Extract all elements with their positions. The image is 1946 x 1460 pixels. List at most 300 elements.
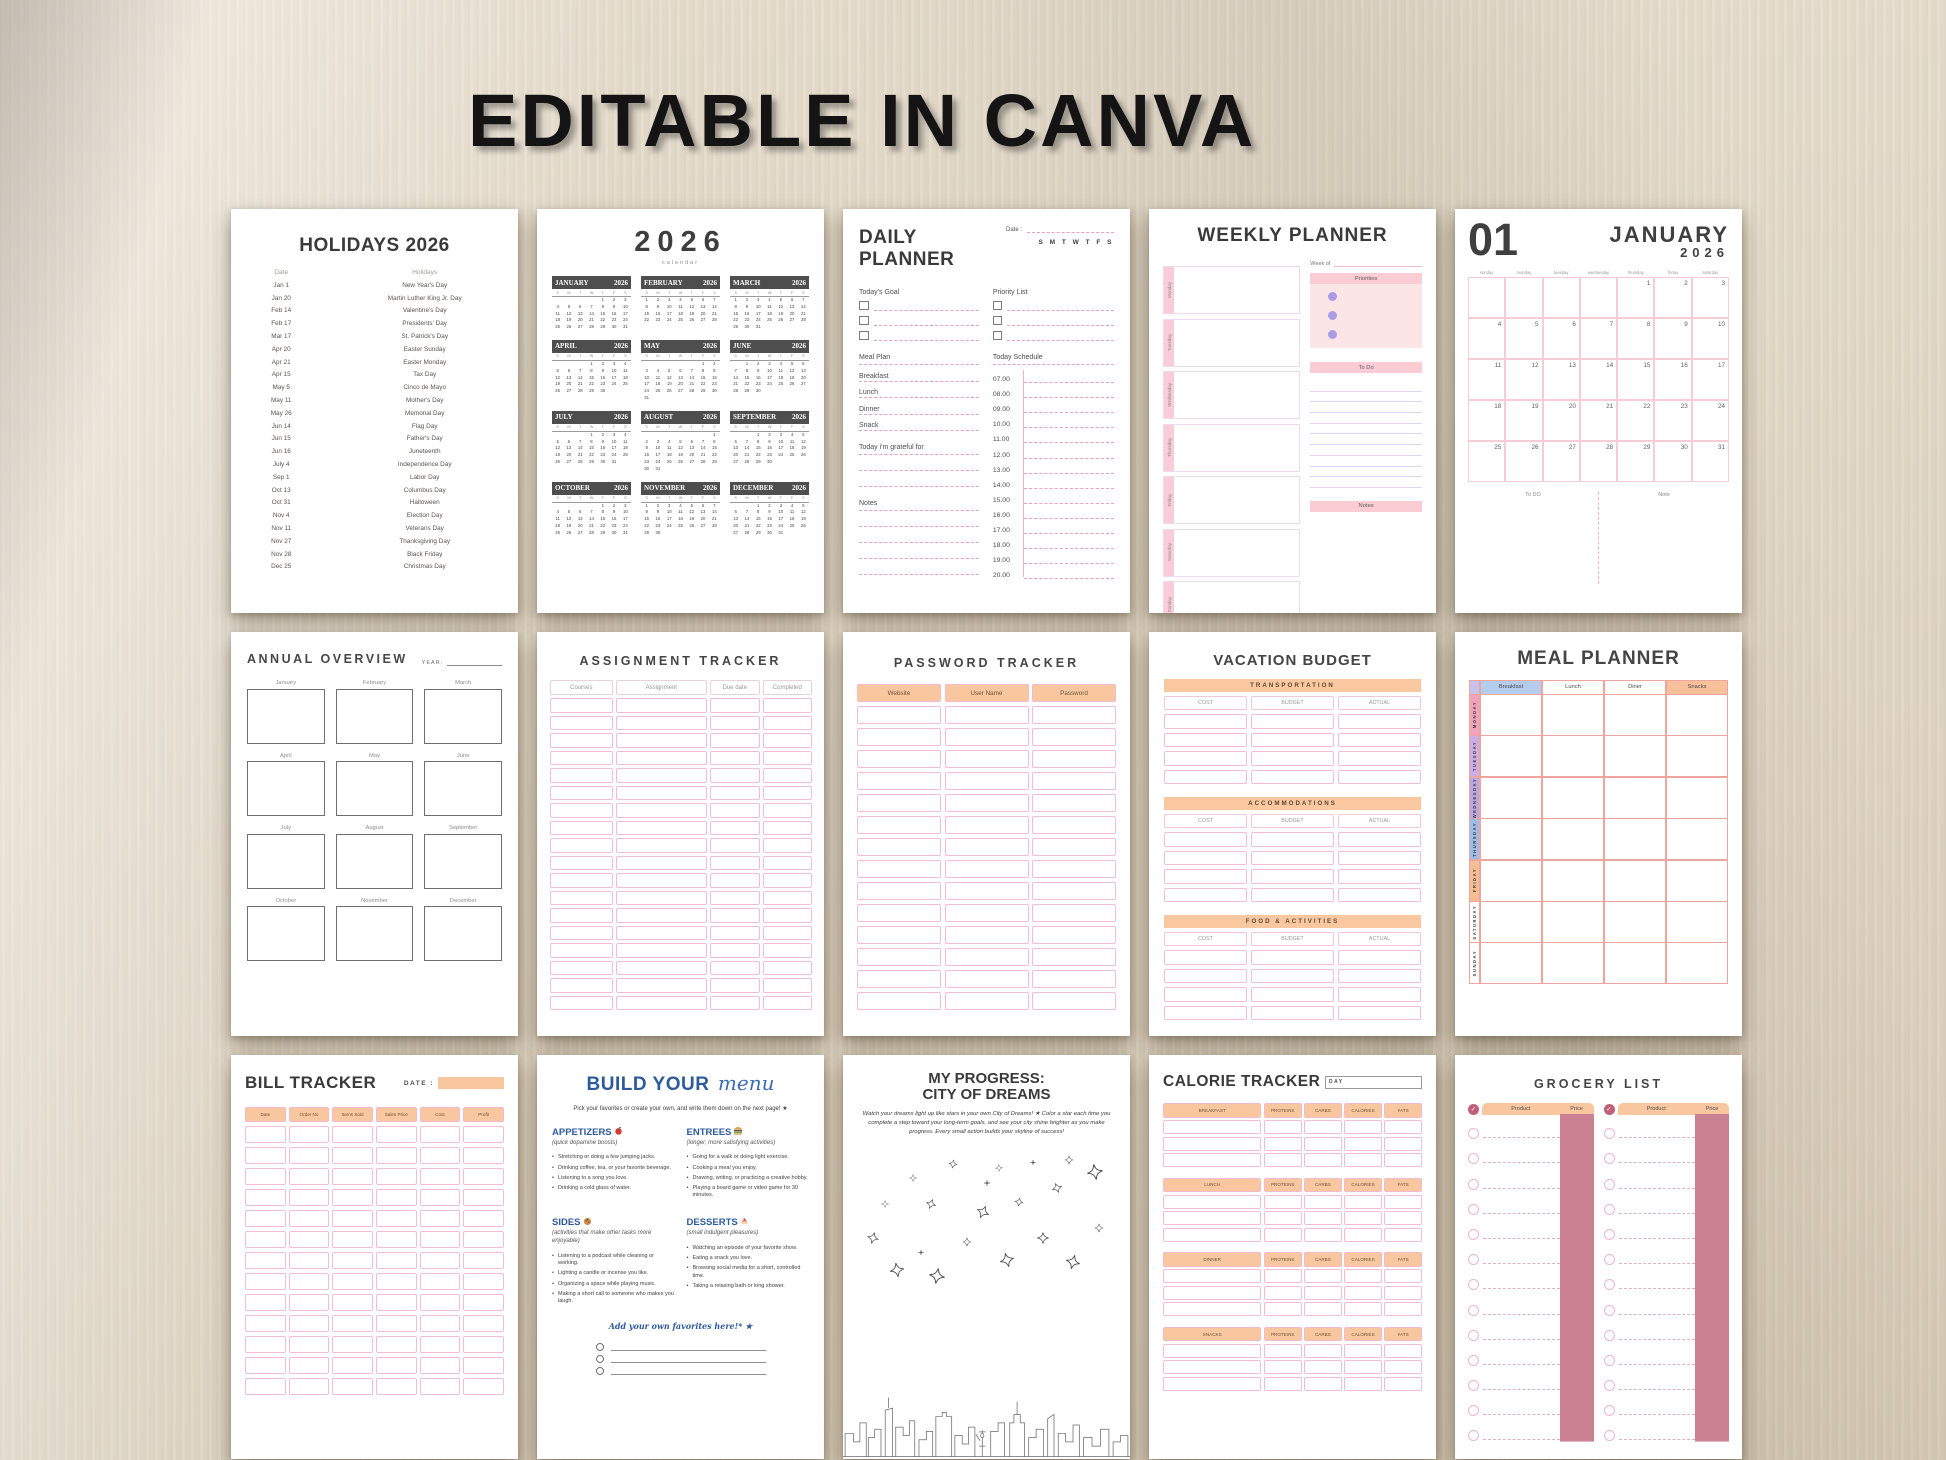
check-circle-icon: ✓	[1604, 1104, 1615, 1115]
item-checkbox	[1468, 1330, 1479, 1341]
table-cell	[1384, 1153, 1422, 1167]
annual-month	[247, 825, 325, 889]
date-number: 13	[800, 367, 806, 373]
date-number: 30	[600, 388, 606, 394]
date-number: 9	[656, 303, 660, 309]
grocery-row	[1468, 1191, 1594, 1216]
date-number: 15	[711, 445, 717, 451]
annual-month	[336, 898, 414, 962]
mini-month-year: 2026	[792, 484, 806, 493]
item-checkbox	[1604, 1305, 1615, 1316]
annual-month-label: October	[275, 897, 297, 904]
table-header-row	[245, 1107, 504, 1122]
table-row	[1164, 1006, 1421, 1021]
meal-planner-grid	[1469, 680, 1728, 984]
date-number: 7	[745, 438, 749, 444]
write-line	[1310, 402, 1422, 413]
item-checkbox	[1604, 1330, 1615, 1341]
price-cell	[1695, 1164, 1729, 1190]
weekday-letter: S	[734, 425, 737, 430]
meal-cell	[1604, 694, 1667, 736]
table-cell	[1264, 1344, 1302, 1358]
table-cell	[857, 816, 941, 835]
date-number: 31	[644, 394, 650, 400]
table-cell	[1264, 1377, 1302, 1391]
section-gap	[1164, 906, 1421, 915]
table-cell	[1163, 1302, 1261, 1316]
table-row	[1164, 969, 1421, 984]
date-number: 17	[611, 374, 617, 380]
bullet: •	[686, 1184, 689, 1191]
table-row	[550, 803, 811, 818]
date-number: 27	[700, 522, 706, 528]
column-header: Cost	[420, 1107, 461, 1122]
table-cell	[1032, 794, 1116, 813]
table-cell	[1163, 1120, 1261, 1134]
menu-section-desc: (activities that make other tasks more enjoyable)	[552, 1230, 652, 1244]
date-number: 30	[644, 465, 650, 471]
column-header: CALORIES	[1344, 1178, 1382, 1193]
weekday-letter: T	[757, 354, 760, 359]
table-cell	[1384, 1195, 1422, 1209]
date-number: 5	[668, 367, 671, 373]
grocery-row	[1604, 1342, 1730, 1367]
weekday-letter: F	[612, 290, 616, 295]
date-number: 20	[733, 452, 739, 458]
bill-title: BILL TRACKER	[245, 1073, 377, 1092]
table-cell	[616, 856, 707, 871]
calendar-cell	[1468, 441, 1505, 482]
item-checkbox	[1468, 1305, 1479, 1316]
write-line	[1024, 563, 1114, 564]
date-number: 26	[689, 317, 695, 323]
annual-month-box	[336, 834, 414, 889]
mini-weekday-row	[552, 353, 631, 361]
table-cell	[1164, 950, 1247, 965]
table-cell	[763, 698, 813, 713]
date-number: 23	[767, 452, 772, 458]
mini-weekday-row	[730, 353, 809, 361]
date-number: 20	[733, 522, 739, 528]
schedule-time: 11.00	[992, 436, 1010, 444]
weekday-letter: F	[612, 496, 616, 501]
mini-month-name: NOVEMBER	[644, 484, 686, 493]
date-number: 29	[589, 458, 594, 464]
table-cell	[1338, 869, 1421, 884]
date-number: 2	[601, 360, 604, 366]
grocery-row	[1468, 1392, 1594, 1417]
page-holidays-2026	[231, 209, 518, 613]
date-number: 21	[711, 310, 717, 316]
table-cell	[1384, 1286, 1422, 1300]
date-number: 27	[700, 317, 706, 323]
meal-cell	[1542, 694, 1605, 736]
table-row	[245, 1168, 504, 1186]
mini-month	[641, 340, 720, 402]
table-row	[1164, 733, 1421, 748]
column-header: COST	[1164, 932, 1247, 946]
calendar-cell	[1617, 318, 1654, 359]
own-favorites-rows	[596, 1339, 766, 1375]
date-number: 7	[1609, 320, 1614, 328]
column-header: PROTEINS	[1264, 1327, 1302, 1342]
table-cell	[420, 1147, 461, 1165]
date-number: 10	[655, 445, 661, 451]
table-header-row	[550, 680, 811, 695]
calendar-cell	[1580, 400, 1617, 441]
mini-month-header	[641, 276, 720, 289]
date-number: 30	[744, 324, 750, 330]
date-number: 28	[744, 529, 750, 535]
write-line	[859, 471, 979, 487]
price-cell	[1560, 1316, 1594, 1342]
menu-item-text: Cooking a meal you enjoy.	[692, 1164, 757, 1171]
progress-title-line2: CITY OF DREAMS	[922, 1086, 1051, 1104]
priority-bullet	[1328, 311, 1337, 320]
table-row	[245, 1231, 504, 1249]
password-table	[857, 684, 1116, 1010]
date-number: 17	[622, 516, 628, 522]
date-number: 17	[1717, 361, 1725, 369]
date-number: 4	[556, 509, 559, 515]
menu-item-text: Browsing social media for a short, controlled time.	[692, 1265, 801, 1279]
date-number: 13	[700, 303, 706, 309]
table-cell	[1344, 1344, 1382, 1358]
table-cell	[1251, 832, 1334, 847]
column-header: Order No	[289, 1107, 330, 1122]
annual-month-label: August	[365, 825, 384, 831]
date-number: 9	[601, 367, 604, 373]
checkbox	[859, 301, 869, 311]
date-number: 27	[577, 324, 583, 330]
holiday-row	[231, 279, 518, 292]
weekday-letter: T	[779, 425, 782, 430]
table-row	[857, 926, 1116, 945]
column-header: CARBS	[1304, 1103, 1342, 1118]
table-cell	[616, 821, 707, 836]
weekday-letter: T	[601, 496, 604, 501]
annual-month	[424, 898, 502, 962]
weekday-letter: M	[656, 290, 660, 295]
meal-cell	[1604, 735, 1667, 777]
burger-icon	[733, 1126, 743, 1138]
date-number: 9	[713, 367, 716, 373]
table-row	[550, 873, 811, 888]
mini-month-header	[552, 340, 631, 353]
menu-items	[687, 1154, 810, 1200]
date-number: 8	[601, 303, 604, 309]
date-number: 26	[555, 388, 561, 394]
table-cell	[245, 1315, 286, 1333]
grocery-row	[1468, 1291, 1594, 1316]
city-skyline-illustration	[843, 1391, 1130, 1459]
table-cell	[420, 1378, 461, 1396]
menu-item-text: Lighting a candle or incense you like.	[558, 1270, 649, 1277]
weekday-letter: T	[668, 496, 671, 501]
date-number: 17	[622, 310, 628, 316]
date-number: 28	[1606, 443, 1614, 451]
write-line	[1483, 1414, 1560, 1415]
date-number: 26	[778, 317, 784, 323]
price-cell	[1560, 1366, 1594, 1392]
date-number: 12	[800, 438, 806, 444]
schedule-row	[993, 428, 1114, 443]
write-line	[859, 455, 979, 471]
calendar-cell	[1468, 318, 1505, 359]
date-number: 11	[778, 367, 784, 373]
month-year: 2026	[1680, 244, 1729, 260]
menu-section-desc: (quick dopamine boosts)	[552, 1139, 618, 1146]
annual-month-box	[424, 689, 502, 744]
table-cell	[1384, 1137, 1422, 1151]
meal-cell	[1542, 901, 1605, 943]
write-line	[1619, 1263, 1696, 1264]
holiday-name: Father's Day	[406, 435, 443, 443]
annual-month	[424, 680, 502, 744]
date-number: 20	[700, 310, 706, 316]
table-row	[1163, 1195, 1422, 1209]
price-cell	[1695, 1139, 1729, 1165]
date-number: 26	[1531, 443, 1539, 451]
date-number: 1	[757, 431, 760, 437]
annual-month-box	[336, 689, 414, 744]
meal-column-header: Snacks	[1666, 680, 1729, 695]
annual-month-box	[247, 834, 325, 889]
date-number: 14	[733, 374, 739, 380]
holiday-name: Halloween	[409, 499, 440, 507]
write-line	[859, 527, 979, 543]
holiday-name: Martin Luther King Jr. Day	[387, 294, 462, 302]
schedule-row	[993, 459, 1114, 474]
write-line	[1310, 434, 1422, 445]
table-cell	[1163, 1269, 1261, 1283]
annual-month-box	[424, 761, 502, 816]
weekday-box	[1163, 424, 1300, 472]
table-cell	[616, 961, 707, 976]
calendar-cell	[1692, 359, 1729, 400]
empty-cell	[652, 361, 663, 368]
day-label-text: MONDAY	[1472, 701, 1477, 729]
write-line	[1619, 1339, 1696, 1340]
date-number: 29	[755, 529, 761, 535]
table-cell	[1164, 969, 1247, 984]
date-number: 17	[767, 374, 772, 380]
table-cell	[1164, 751, 1247, 766]
menu-section-title	[687, 1126, 810, 1138]
bullet: •	[552, 1164, 554, 1171]
table-cell	[332, 1252, 373, 1270]
mini-month-header	[730, 340, 809, 353]
meal-cell	[1666, 777, 1729, 819]
section-gap	[1164, 788, 1421, 797]
write-line	[1024, 397, 1114, 398]
weekday-letter: M	[656, 496, 660, 501]
date-number: 30	[611, 529, 617, 535]
item-checkbox	[1604, 1430, 1615, 1441]
date-number: 11	[789, 509, 795, 515]
holidays-table-header	[231, 269, 518, 276]
date-number: 28	[577, 388, 583, 394]
write-line	[1024, 442, 1114, 443]
write-line	[1483, 1314, 1560, 1315]
meal-planner-title: MEAL PLANNER	[1517, 648, 1680, 669]
date-number: 31	[1717, 443, 1725, 451]
column-header: Courses	[550, 680, 613, 695]
date-number: 15	[600, 310, 606, 316]
write-line	[1619, 1314, 1696, 1315]
date-number: 3	[779, 431, 782, 437]
menu-item-text: Making a short call to someone who makes you laugh.	[558, 1290, 674, 1305]
date-number: 9	[612, 303, 616, 309]
column-header: Completed	[763, 680, 813, 695]
calendar-cell	[1580, 441, 1617, 482]
meal-cell	[1480, 901, 1543, 943]
weekday-letter: W	[767, 290, 772, 295]
date-number: 21	[744, 452, 750, 458]
january-header	[1468, 214, 1729, 265]
date-number: 10	[767, 367, 772, 373]
item-checkbox	[1604, 1153, 1615, 1164]
date-number: 16	[767, 445, 772, 451]
date-number: 1	[745, 360, 749, 366]
vacation-title: VACATION BUDGET	[1213, 652, 1372, 669]
schedule-time: 08.00	[992, 391, 1010, 399]
table-cell	[1384, 1360, 1422, 1374]
write-line	[1619, 1162, 1696, 1163]
write-line	[1024, 382, 1114, 383]
date-number: 10	[666, 509, 672, 515]
date-number: 23	[655, 317, 661, 323]
mini-weekday-row	[641, 424, 720, 432]
date-number: 11	[623, 438, 628, 444]
date-number: 14	[577, 445, 583, 451]
table-cell	[550, 803, 613, 818]
schedule-row	[993, 519, 1114, 534]
daily-left-column	[859, 289, 979, 579]
date-number: 13	[577, 516, 583, 522]
holiday-name: Presidents' Day	[402, 320, 447, 328]
table-row	[550, 926, 811, 941]
date-number: 26	[666, 388, 672, 394]
table-row	[857, 728, 1116, 747]
table-cell	[376, 1294, 417, 1312]
table-cell	[1163, 1286, 1261, 1300]
table-cell	[1251, 751, 1334, 766]
weekday-letter: W	[678, 425, 683, 430]
price-cell	[1695, 1215, 1729, 1241]
bullet: •	[552, 1184, 554, 1191]
calendar-cell	[1617, 441, 1654, 482]
table-cell	[289, 1210, 330, 1228]
table-cell	[289, 1357, 330, 1375]
section-column-headers	[1164, 814, 1421, 828]
date-number: 3	[612, 431, 616, 437]
table-cell	[857, 926, 941, 945]
grateful-lines	[859, 455, 979, 487]
table-cell	[376, 1168, 417, 1186]
holiday-name: Labor Day	[409, 473, 440, 481]
write-line	[611, 1362, 766, 1363]
column-header: CARBS	[1304, 1327, 1342, 1342]
date-number: 29	[744, 388, 750, 394]
page-annual-overview	[231, 632, 518, 1036]
weekday-letter: T	[579, 290, 582, 295]
weekday-letter: S	[624, 354, 627, 359]
calendar-cell	[1580, 277, 1617, 318]
date-number: 15	[589, 445, 594, 451]
holiday-row	[231, 561, 518, 574]
price-cell	[1560, 1215, 1594, 1241]
menu-section-name: DESSERTS	[686, 1217, 738, 1229]
write-line	[874, 325, 979, 326]
table-cell	[857, 838, 941, 857]
table-cell	[857, 860, 941, 879]
date-number: 29	[700, 388, 706, 394]
table-cell	[763, 803, 813, 818]
table-cell	[1251, 888, 1334, 903]
date-number: 29	[600, 529, 606, 535]
date-number: 23	[655, 522, 661, 528]
date-number: 4	[556, 303, 559, 309]
table-cell	[763, 978, 813, 993]
table-cell	[420, 1294, 461, 1312]
date-number: 18	[767, 310, 772, 316]
menu-item	[552, 1154, 675, 1161]
date-number: 2	[757, 360, 760, 366]
menu-subtitle: Pick your favorites or create your own, and write them down on the next page! ★	[573, 1106, 788, 1112]
table-cell	[420, 1126, 461, 1144]
column-header: Sales Price	[376, 1107, 417, 1122]
date-number: 22	[744, 381, 750, 387]
date-number: 26	[800, 452, 806, 458]
schedule-row	[993, 534, 1114, 549]
table-cell	[1264, 1137, 1302, 1151]
date-number: 1	[713, 431, 716, 437]
schedule-row	[993, 564, 1114, 579]
weekday-letter: W	[589, 425, 594, 430]
table-cell	[376, 1189, 417, 1207]
menu-item-text: Drinking coffee, tea, or your favorite beverage.	[558, 1164, 672, 1171]
menu-section-name: SIDES	[552, 1217, 581, 1229]
table-cell	[710, 908, 760, 923]
menu-item-text: Eating a snack you love.	[692, 1255, 753, 1262]
table-cell	[376, 1315, 417, 1333]
date-number: 5	[556, 438, 559, 444]
table-cell	[857, 970, 941, 989]
mini-month-header	[552, 276, 631, 289]
empty-cell	[675, 432, 686, 439]
table-cell	[1032, 970, 1116, 989]
mini-month	[552, 411, 631, 473]
grocery-row	[1604, 1392, 1730, 1417]
grocery-row	[1468, 1241, 1594, 1266]
date-number: 16	[744, 310, 750, 316]
date-number: 23	[755, 381, 761, 387]
date-number: 22	[644, 317, 650, 323]
date-number: 29	[733, 324, 739, 330]
table-cell	[1251, 770, 1334, 785]
date-number: 2	[612, 297, 616, 302]
date-number: 6	[567, 438, 571, 444]
empty-cell	[664, 361, 675, 368]
table-row	[550, 961, 811, 976]
date-number: 13	[789, 303, 795, 309]
table-cell	[710, 716, 760, 731]
annual-month	[247, 753, 325, 817]
mini-month-name: MAY	[644, 342, 661, 351]
table-row	[550, 838, 811, 853]
table-cell	[289, 1273, 330, 1291]
